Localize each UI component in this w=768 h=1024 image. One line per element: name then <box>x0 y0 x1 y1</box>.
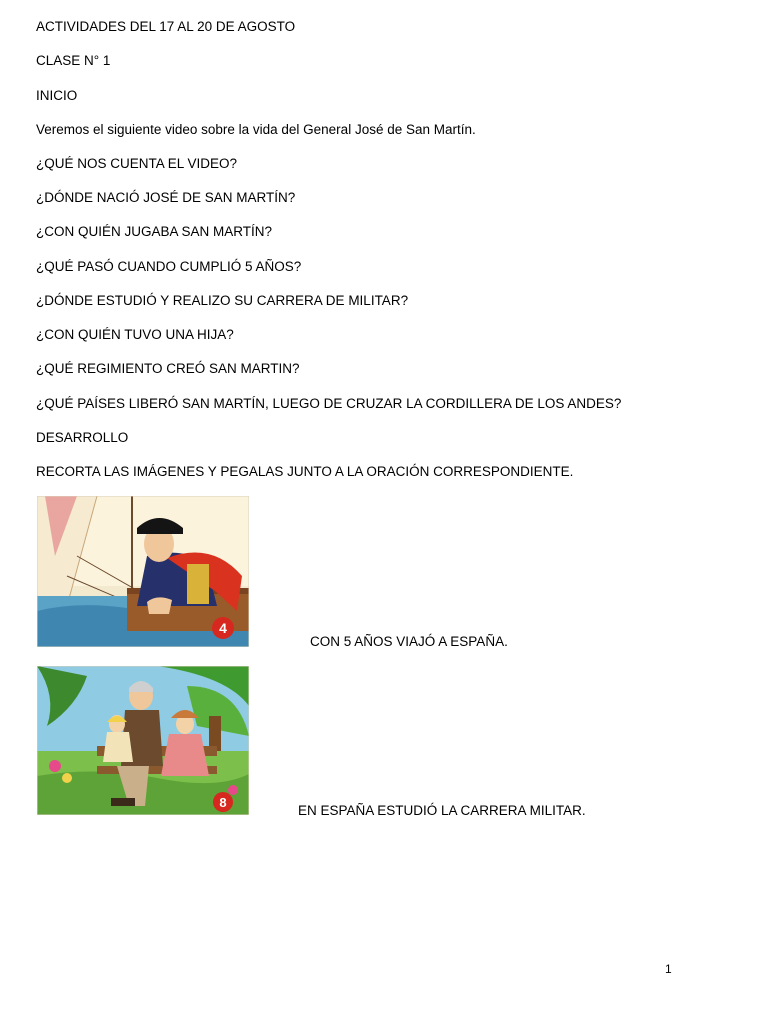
san-martin-ship-illustration <box>37 496 249 647</box>
card-sentence: EN ESPAÑA ESTUDIÓ LA CARRERA MILITAR. <box>298 803 586 818</box>
question: ¿CON QUIÉN JUGABA SAN MARTÍN? <box>36 224 273 239</box>
inicio-label: INICIO <box>36 88 78 103</box>
card-badge: 8 <box>219 795 227 810</box>
heading: ACTIVIDADES DEL 17 AL 20 DE AGOSTO <box>36 19 296 34</box>
instruction-text: RECORTA LAS IMÁGENES Y PEGALAS JUNTO A LA ORACIÓN CORRESPONDIENTE. <box>36 464 574 479</box>
san-martin-park-illustration <box>37 666 249 815</box>
question: ¿QUÉ NOS CUENTA EL VIDEO? <box>36 156 238 171</box>
card-badge: 4 <box>219 620 227 636</box>
question: ¿QUÉ PAÍSES LIBERÓ SAN MARTÍN, LUEGO DE CRUZAR LA CORDILLERA DE LOS ANDES? <box>36 396 622 411</box>
desarrollo-label: DESARROLLO <box>36 430 129 445</box>
clase-label: CLASE N° 1 <box>36 53 111 68</box>
question: ¿QUÉ PASÓ CUANDO CUMPLIÓ 5 AÑOS? <box>36 259 302 274</box>
question: ¿CON QUIÉN TUVO UNA HIJA? <box>36 327 234 342</box>
question: ¿DÓNDE NACIÓ JOSÉ DE SAN MARTÍN? <box>36 190 296 205</box>
page-number: 1 <box>665 962 672 976</box>
question: ¿QUÉ REGIMIENTO CREÓ SAN MARTIN? <box>36 361 300 376</box>
intro-text: Veremos el siguiente video sobre la vida del General José de San Martín. <box>36 122 476 137</box>
card-sentence: CON 5 AÑOS VIAJÓ A ESPAÑA. <box>310 634 508 649</box>
question: ¿DÓNDE ESTUDIÓ Y REALIZO SU CARRERA DE MILITAR? <box>36 293 409 308</box>
